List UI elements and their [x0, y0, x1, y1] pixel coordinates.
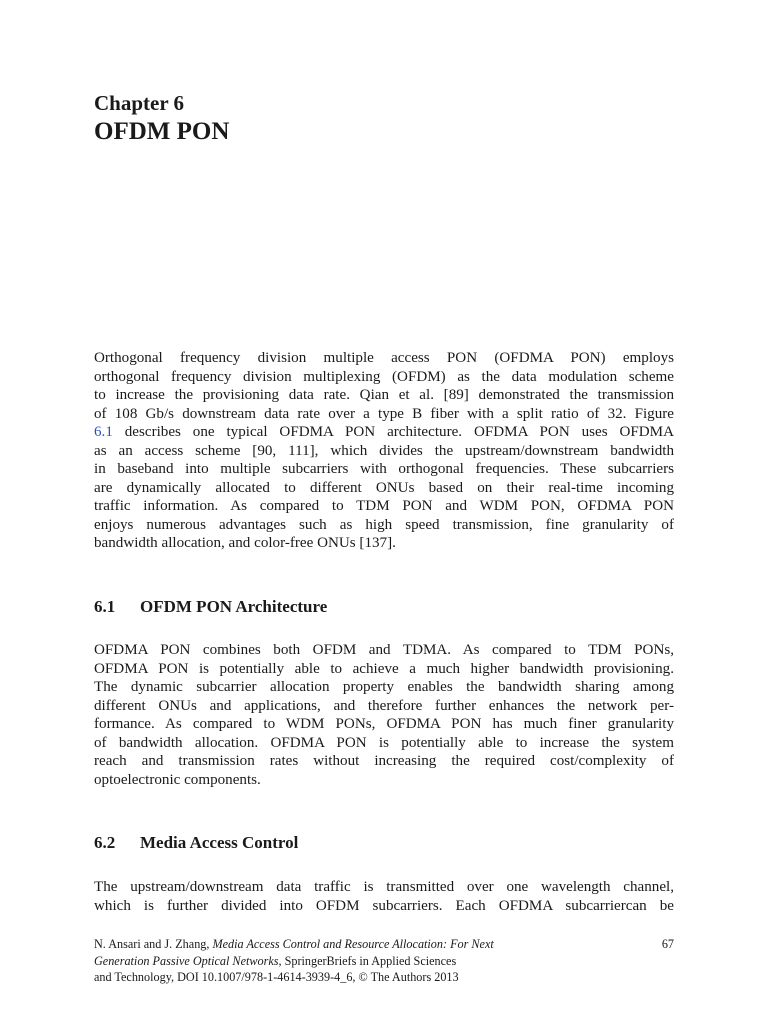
intro-line: as an access scheme [90, 111], which divides the upstream/downstream bandwidth: [94, 442, 674, 459]
section-title: Media Access Control: [140, 833, 299, 852]
section-1-line: optoelectronic components.: [94, 771, 261, 788]
figure-reference-link[interactable]: 6.1: [94, 424, 113, 440]
section-heading-6-2: [94, 832, 298, 854]
intro-line: are dynamically allocated to different ONUs based on their real-time incoming: [94, 479, 674, 496]
section-2-line: which is further divided into OFDM subcarriers. Each OFDMA subcarriercan be: [94, 897, 674, 914]
intro-line: [94, 423, 674, 442]
chapter-title: OFDM PON: [94, 118, 230, 145]
footnote-line: and Technology, DOI 10.1007/978-1-4614-3939-4_6, © The Authors 2013: [94, 970, 459, 984]
intro-line: Orthogonal frequency division multiple access PON (OFDMA PON) employs: [94, 350, 674, 366]
section-2-paragraph: [94, 878, 674, 915]
chapter-label: Chapter 6: [94, 91, 185, 115]
section-1-line: of bandwidth allocation. OFDMA PON is potentially able to increase the system: [94, 734, 674, 751]
section-1-line: different ONUs and applications, and therefore further enhances the network per-: [94, 697, 674, 714]
intro-line: to increase the provisioning data rate. Qian et al. [89] demonstrated the transmission: [94, 387, 674, 403]
section-1-line: formance. As compared to WDM PONs, OFDMA PON has much finer granularity: [94, 716, 674, 732]
section-heading-6-1: [94, 596, 327, 618]
section-2-line: The upstream/downstream data traffic is transmitted over one wavelength channel,: [94, 879, 674, 895]
intro-line: of 108 Gb/s downstream data rate over a type B fiber with a split ratio of 32. Figure: [94, 405, 674, 422]
section-number: 6.2: [94, 833, 116, 852]
section-title: OFDM PON Architecture: [140, 597, 328, 616]
intro-line-text: describes one typical OFDMA PON architecture. OFDMA PON uses OFDMA: [112, 424, 674, 440]
copyright-footnote: [94, 936, 674, 986]
section-1-line: OFDMA PON combines both OFDM and TDMA. As compared to TDM PONs,: [94, 642, 674, 658]
section-1-line: reach and transmission rates without increasing the required cost/complexity of: [94, 753, 674, 769]
intro-line: traffic information. As compared to TDM PON and WDM PON, OFDMA PON: [94, 498, 674, 514]
intro-line: enjoys numerous advantages such as high speed transmission, fine granularity of: [94, 516, 674, 533]
footnote-series: , SpringerBriefs in Applied Sciences: [278, 953, 457, 968]
intro-paragraph: [94, 349, 674, 553]
section-1-paragraph: [94, 641, 674, 789]
section-1-line: The dynamic subcarrier allocation property enables the bandwidth sharing among: [94, 679, 674, 695]
section-1-line: OFDMA PON is potentially able to achieve a much higher bandwidth provisioning.: [94, 660, 674, 677]
footnote-line: [94, 953, 674, 970]
intro-line: bandwidth allocation, and color-free ONUs [137].: [94, 535, 396, 551]
footnote-line: [94, 936, 674, 953]
intro-line: orthogonal frequency division multiplexing (OFDM) as the data modulation scheme: [94, 368, 674, 385]
footnote-book-title: Media Access Control and Resource Allocation: For Next: [212, 937, 494, 951]
section-number: 6.1: [94, 597, 116, 616]
page-number: 67: [661, 937, 674, 951]
footnote-book-title: Generation Passive Optical Networks: [94, 953, 279, 968]
footnote-authors: N. Ansari and J. Zhang,: [94, 937, 213, 951]
intro-line: in baseband into multiple subcarriers with orthogonal frequencies. These subcarriers: [94, 461, 674, 477]
